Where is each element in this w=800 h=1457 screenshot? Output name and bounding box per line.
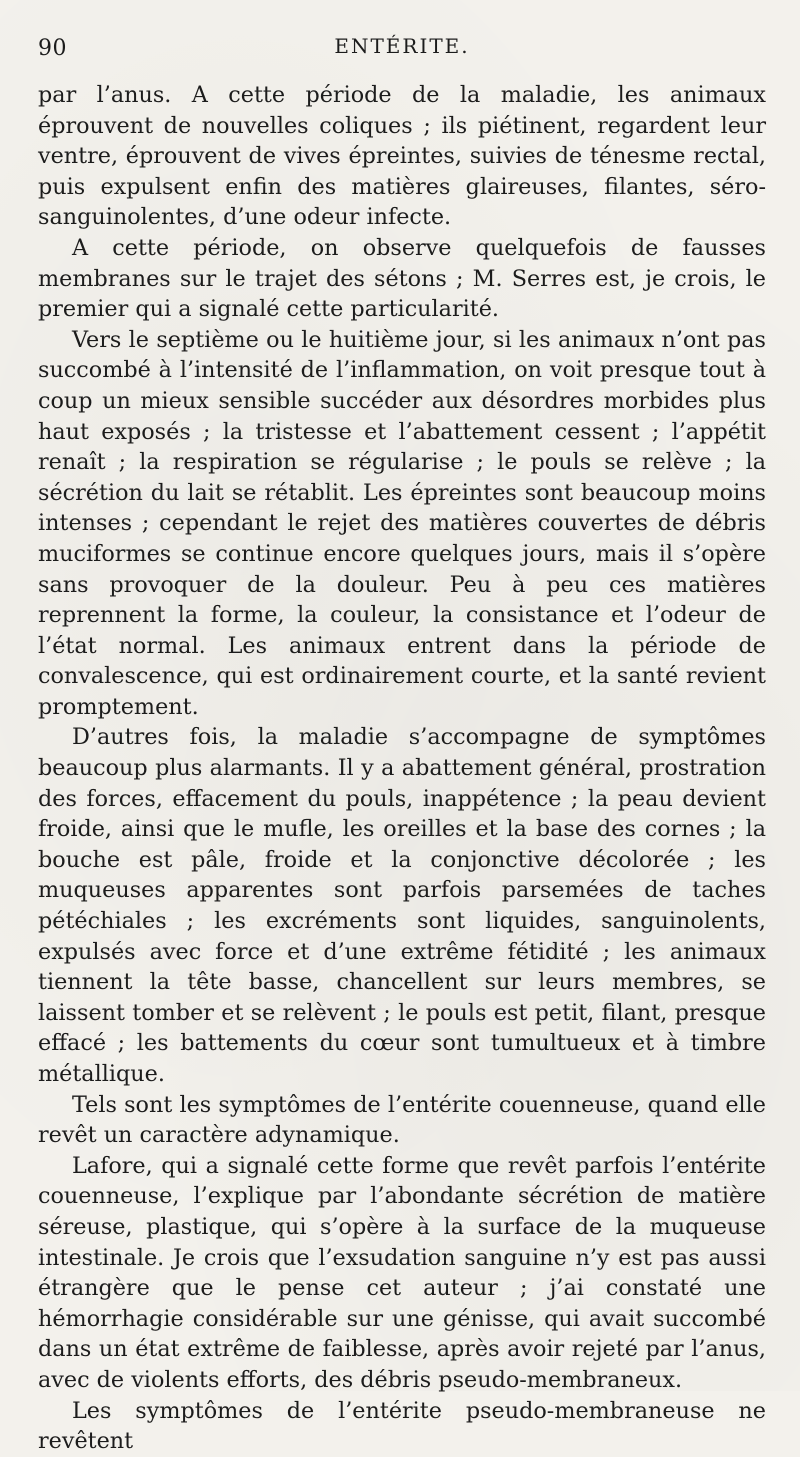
paragraph: par l’anus. A cette période de la maladie, les animaux éprouvent de nouvelles coliques ; ils piétinent, regardent leur ventre, éprouvent de vives épreintes, suivies de ténesme rectal, puis expulsent enfin des matières glaireuses, filantes, séro-sanguinolentes, d’une odeur infecte. bbox=[38, 82, 766, 231]
paragraph: A cette période, on observe quelquefois de fausses membranes sur le trajet des sétons ; M. Serres est, je crois, le premier qui a signalé cette particularité. bbox=[38, 234, 766, 323]
page-number: 90 bbox=[38, 36, 67, 61]
paragraph: Lafore, qui a signalé cette forme que revêt parfois l’entérite couenneuse, l’explique par l’abondante sécrétion de matière séreuse, plastique, qui s’opère à la surface de la muqueuse intestinale. Je crois que l’exsudation sanguine n’y est pas aussi étrangère que le pense cet auteur ; j’ai constaté une hémorrhagie considérable sur une génisse, qui avait succombé dans un état extrême de faiblesse, après avoir rejeté par l’anus, avec de violents efforts, des débris pseudo-membraneux. bbox=[38, 1152, 766, 1393]
body-text bbox=[38, 80, 766, 1457]
paragraph: D’autres fois, la maladie s’accompagne de symptômes beaucoup plus alarmants. Il y a abattement général, prostration des forces, effacement du pouls, inappétence ; la peau devient froide, ainsi que le mufle, les oreilles et la base des cornes ; la bouche est pâle, froide et la conjonctive décolorée ; les muqueuses apparentes sont parfois parsemées de taches pétéchiales ; les excréments sont liquides, sanguinolents, expulsés avec force et d’une extrême fétidité ; les animaux tiennent la tête basse, chancellent sur leurs membres, se laissent tomber et se relèvent ; le pouls est petit, filant, presque effacé ; les battements du cœur sont tumultueux et à timbre métallique. bbox=[38, 724, 766, 1087]
page-header bbox=[38, 28, 766, 80]
paragraph: Vers le septième ou le huitième jour, si les animaux n’ont pas succombé à l’intensité de l’inflammation, on voit presque tout à coup un mieux sensible succéder aux désordres morbides plus haut exposés ; la tristesse et l’abattement cessent ; l’appétit renaît ; la respiration se régularise ; le pouls se relève ; la sécrétion du lait se rétablit. Les épreintes sont beaucoup moins intenses ; cependant le rejet des matières couvertes de débris muciformes se continue encore quelques jours, mais il s’opère sans provoquer de la douleur. Peu à peu ces matières reprennent la forme, la couleur, la consistance et l’odeur de l’état normal. Les animaux entrent dans la période de convalescence, qui est ordinairement courte, et la santé revient promptement. bbox=[38, 326, 766, 720]
paragraph: Les symptômes de l’entérite pseudo-membraneuse ne revêtent bbox=[38, 1397, 766, 1455]
paragraph: Tels sont les symptômes de l’entérite couenneuse, quand elle revêt un caractère adynamique. bbox=[38, 1091, 766, 1149]
running-head: ENTÉRITE. bbox=[334, 34, 470, 58]
